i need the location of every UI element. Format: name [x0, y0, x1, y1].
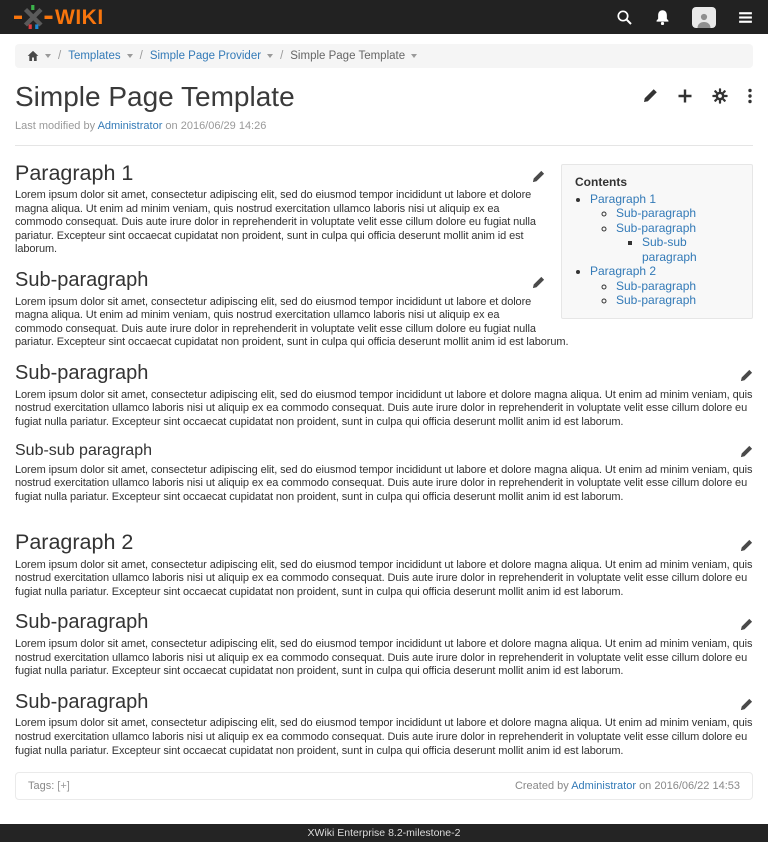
toc-item [642, 235, 744, 264]
more-actions-icon[interactable] [747, 88, 753, 104]
toc-item [616, 221, 744, 265]
toc-item [616, 206, 744, 221]
breadcrumb-home[interactable] [27, 50, 51, 62]
content-section [15, 442, 753, 504]
created-user-link[interactable]: Administrator [571, 780, 636, 793]
breadcrumb-item-templates [68, 50, 132, 62]
created-by [515, 780, 740, 792]
section-heading-text: Paragraph 2 [15, 530, 134, 555]
chevron-down-icon[interactable] [267, 54, 273, 58]
breadcrumb-current: Simple Page Template [290, 50, 406, 62]
breadcrumb-item-current [290, 50, 417, 62]
section-heading [15, 612, 753, 634]
toc-item [616, 293, 744, 308]
bell-icon[interactable] [654, 9, 671, 26]
toc-link[interactable]: Paragraph 1 [590, 191, 657, 206]
page-actions [642, 82, 753, 104]
chevron-down-icon[interactable] [411, 54, 417, 58]
section-body: Lorem ipsum dolor sit amet, consectetur adipiscing elit, sed do eiusmod tempor incididunt ut labore et dolore magna aliqua. Ut enim ad minim veniam, quis nostrud exercitation ullamco laboris nisi ut aliquip ex ea commodo consequat. Duis aute irure dolor in reprehenderit in voluptate velit esse cillum dolore eu fugiat nulla pariatur. Excepteur sint occaecat cupidatat non proident, sunt in culpa qui officia deserunt mollit anim id est laborum. [15, 558, 753, 598]
table-of-contents [561, 164, 753, 319]
toc-title: Contents [575, 174, 627, 189]
section-heading [15, 442, 753, 459]
breadcrumb-separator: / [139, 50, 143, 62]
breadcrumb-item-simple-page-provider [150, 50, 273, 62]
section-body: Lorem ipsum dolor sit amet, consectetur adipiscing elit, sed do eiusmod tempor incididunt ut labore et dolore magna aliqua. Ut enim ad minim veniam, quis nostrud exercitation ullamco laboris nisi ut aliquip ex ea commodo consequat. Duis aute irure dolor in reprehenderit in voluptate velit esse cillum dolore eu fugiat nulla pariatur. Excepteur sint occaecat cupidatat non proident, sunt in culpa qui officia deserunt mollit anim id est laborum. [15, 189, 536, 256]
toc-item [590, 192, 744, 265]
version-footer: XWiki Enterprise 8.2-milestone-2 [0, 824, 768, 842]
content-section [15, 363, 753, 429]
toc-link[interactable]: Sub-paragraph [616, 278, 697, 293]
edit-section-icon[interactable] [740, 534, 753, 547]
created-prefix: Created by [514, 780, 569, 793]
section-heading [15, 531, 753, 554]
content-section [15, 531, 753, 599]
toc-link[interactable]: Sub-paragraph [616, 206, 697, 221]
add-icon[interactable] [677, 88, 693, 104]
section-heading-text: Sub-paragraph [15, 611, 149, 634]
edit-section-icon[interactable] [740, 366, 753, 379]
edit-section-icon[interactable] [532, 165, 545, 178]
xwiki-x-icon [14, 5, 54, 29]
toc-link[interactable]: Sub-paragraph [616, 220, 697, 235]
section-body: Lorem ipsum dolor sit amet, consectetur adipiscing elit, sed do eiusmod tempor incididunt ut labore et dolore magna aliqua. Ut enim ad minim veniam, quis nostrud exercitation ullamco laboris nisi ut aliquip ex ea commodo consequat. Duis aute irure dolor in reprehenderit in voluptate velit esse cillum dolore eu fugiat nulla pariatur. Excepteur sint occaecat cupidatat non proident, sunt in culpa qui officia deserunt mollit anim id est laborum. [15, 637, 753, 678]
breadcrumb-link[interactable]: Simple Page Provider [149, 50, 262, 62]
section-heading-text: Sub-paragraph [15, 690, 149, 713]
last-modified [15, 120, 753, 132]
doc-footer-bar [15, 772, 753, 800]
section-heading-text: Sub-paragraph [15, 268, 149, 291]
modified-user-link[interactable]: Administrator [97, 119, 163, 132]
page-title: Simple Page Template [15, 81, 295, 112]
section-heading-text: Sub-paragraph [15, 361, 149, 384]
chevron-down-icon[interactable] [45, 54, 51, 58]
toc-link[interactable]: Paragraph 2 [590, 264, 657, 279]
created-suffix: on 2016/06/22 14:53 [639, 780, 740, 793]
section-heading [15, 692, 753, 714]
breadcrumb [15, 44, 753, 68]
avatar[interactable] [692, 7, 716, 28]
section-body: Lorem ipsum dolor sit amet, consectetur adipiscing elit, sed do eiusmod tempor incididunt ut labore et dolore magna aliqua. Ut enim ad minim veniam, quis nostrud exercitation ullamco laboris nisi ut aliquip ex ea commodo consequat. Duis aute irure dolor in reprehenderit in voluptate velit esse cillum dolore eu fugiat nulla pariatur. Excepteur sint occaecat cupidatat non proident, sunt in culpa qui officia deserunt mollit anim id est laborum. [15, 388, 753, 428]
title-row [15, 82, 753, 113]
modified-suffix: on 2016/06/29 14:26 [165, 119, 267, 132]
content-section [15, 692, 753, 758]
breadcrumb-separator: / [280, 50, 284, 62]
menu-icon[interactable] [737, 9, 754, 26]
home-icon[interactable] [27, 50, 39, 62]
tags-label: Tags: [28, 780, 55, 793]
content-section [15, 612, 753, 678]
edit-section-icon[interactable] [740, 695, 753, 708]
section-heading-text: Paragraph 1 [15, 160, 134, 185]
toc-item [616, 279, 744, 294]
section-heading-text: Sub-sub paragraph [15, 442, 152, 460]
edit-icon[interactable] [642, 88, 658, 104]
toc-link[interactable]: Sub-sub paragraph [642, 235, 697, 264]
section-heading [15, 363, 753, 385]
search-icon[interactable] [616, 9, 633, 26]
edit-section-icon[interactable] [740, 615, 753, 628]
breadcrumb-separator: / [58, 50, 62, 62]
logo-text: WIKI [55, 5, 104, 29]
chevron-down-icon[interactable] [127, 54, 133, 58]
edit-section-icon[interactable] [532, 273, 545, 286]
toc-link[interactable]: Sub-paragraph [616, 293, 697, 308]
page-content [15, 146, 753, 758]
modified-prefix: Last modified by [15, 119, 96, 132]
navbar-actions [616, 7, 754, 28]
toc-item [590, 264, 744, 308]
section-body: Lorem ipsum dolor sit amet, consectetur adipiscing elit, sed do eiusmod tempor incididunt ut labore et dolore magna aliqua. Ut enim ad minim veniam, quis nostrud exercitation ullamco laboris nisi ut aliquip ex ea commodo consequat. Duis aute irure dolor in reprehenderit in voluptate velit esse cillum dolore eu fugiat nulla pariatur. Excepteur sint occaecat cupidatat non proident, sunt in culpa qui officia deserunt mollit anim id est laborum. [15, 295, 569, 349]
section-body: Lorem ipsum dolor sit amet, consectetur adipiscing elit, sed do eiusmod tempor incididunt ut labore et dolore magna aliqua. Ut enim ad minim veniam, quis nostrud exercitation ullamco laboris nisi ut aliquip ex ea commodo consequat. Duis aute irure dolor in reprehenderit in voluptate velit esse cillum dolore eu fugiat nulla pariatur. Excepteur sint occaecat cupidatat non proident, sunt in culpa qui officia deserunt mollit anim id est laborum. [15, 717, 753, 757]
add-tag-button[interactable]: [+] [57, 780, 70, 793]
xwiki-logo[interactable] [14, 5, 104, 29]
edit-section-icon[interactable] [740, 445, 753, 458]
breadcrumb-link[interactable]: Templates [68, 50, 121, 62]
top-navbar [0, 0, 768, 34]
gear-icon[interactable] [712, 88, 728, 104]
section-body: Lorem ipsum dolor sit amet, consectetur adipiscing elit, sed do eiusmod tempor incididunt ut labore et dolore magna aliqua. Ut enim ad minim veniam, quis nostrud exercitation ullamco laboris nisi ut aliquip ex ea commodo consequat. Duis aute irure dolor in reprehenderit in voluptate velit esse cillum dolore eu fugiat nulla pariatur. Excepteur sint occaecat cupidatat non proident, sunt in culpa qui officia deserunt mollit anim id est laborum. [15, 463, 753, 503]
